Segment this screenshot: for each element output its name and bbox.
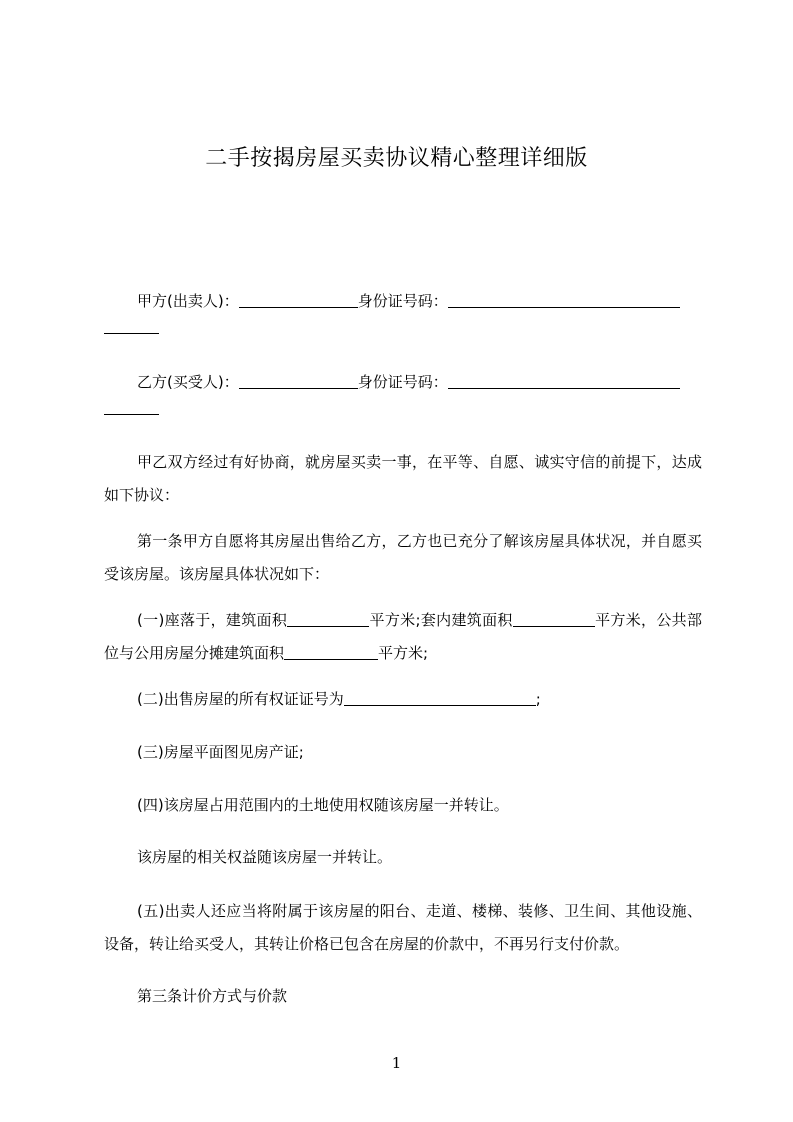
party-b-label: 乙方(买受人)：: [137, 373, 239, 391]
item-1-text-2: 平方米;套内建筑面积: [369, 611, 513, 629]
party-a-id-blank-continued: [104, 333, 159, 334]
certificate-number-blank: [344, 691, 536, 706]
page-number: 1: [391, 1054, 402, 1072]
item-1-text-3: 平方米，公共部位与公用房屋分摊建筑面积: [104, 611, 702, 662]
party-a-name-blank: [239, 293, 358, 308]
document-title: 二手按揭房屋买卖协议精心整理详细版: [205, 146, 588, 171]
item-1-text-4: 平方米;: [378, 644, 429, 662]
item-2-text-1: (二)出售房屋的所有权证证号为: [137, 690, 344, 708]
party-b-line: [104, 366, 702, 399]
intro-paragraph: 甲乙双方经过有好协商，就房屋买卖一事，在平等、自愿、诚实守信的前提下，达成如下协议：: [104, 453, 702, 504]
item-1-paragraph: [104, 604, 702, 670]
building-area-blank: [287, 612, 369, 627]
item-2-text-2: ;: [535, 690, 541, 708]
item-3-paragraph: (三)房屋平面图见房产证;: [137, 743, 304, 761]
party-b-id-blank: [448, 374, 680, 389]
item-5-paragraph: (五)出卖人还应当将附属于该房屋的阳台、走道、楼梯、装修、卫生间、其他设施、设备，转让给买受人，其转让价格已包含在房屋的价款中，不再另行支付价款。: [104, 902, 702, 953]
rights-paragraph: 该房屋的相关权益随该房屋一并转让。: [137, 848, 393, 866]
party-b-id-blank-continued: [104, 414, 159, 415]
party-b-name-blank: [239, 374, 358, 389]
party-a-line: [104, 285, 702, 318]
inner-area-blank: [513, 612, 595, 627]
article-1-paragraph: 第一条甲方自愿将其房屋出售给乙方，乙方也已充分了解该房屋具体状况，并自愿买受该房屋。该房屋具体状况如下：: [104, 532, 702, 583]
item-2-paragraph: [104, 683, 702, 716]
item-1-text-1: (一)座落于，建筑面积: [137, 611, 288, 629]
party-a-label: 甲方(出卖人)：: [137, 292, 239, 310]
article-3-heading: 第三条计价方式与价款: [137, 987, 288, 1005]
party-a-id-blank: [448, 293, 680, 308]
item-4-paragraph: (四)该房屋占用范围内的土地使用权随该房屋一并转让。: [137, 796, 509, 814]
shared-area-blank: [284, 645, 378, 660]
party-b-id-label: 身份证号码：: [357, 373, 448, 391]
party-a-id-label: 身份证号码：: [357, 292, 448, 310]
